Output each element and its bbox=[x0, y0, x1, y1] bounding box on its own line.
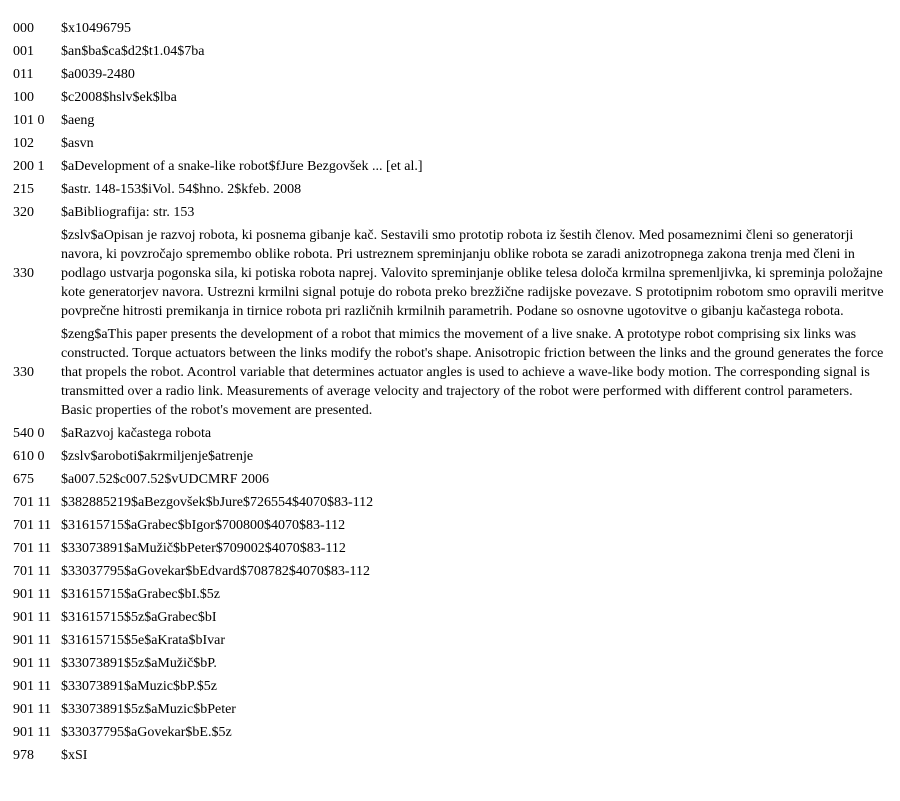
field-tag: 978 bbox=[13, 748, 34, 763]
field-tag: 901 11 bbox=[13, 610, 51, 625]
field-value: $astr. 148-153$iVol. 54$hno. 2$kfeb. 2008 bbox=[61, 182, 302, 197]
field-value: $31615715$5z$aGrabec$bI bbox=[61, 610, 217, 625]
field-value: $aeng bbox=[61, 113, 95, 128]
marc-field-row bbox=[12, 423, 888, 444]
field-value: $33073891$5z$aMužič$bP. bbox=[61, 656, 217, 671]
marc-record bbox=[10, 16, 890, 768]
marc-field-row bbox=[12, 630, 888, 651]
field-value: $a007.52$c007.52$vUDCMRF 2006 bbox=[61, 472, 270, 487]
field-tag: 701 11 bbox=[13, 518, 51, 533]
field-value: $33073891$aMužič$bPeter$709002$4070$83-112 bbox=[61, 541, 346, 556]
marc-field-row bbox=[12, 515, 888, 536]
marc-field-row bbox=[12, 110, 888, 131]
field-tag: 901 11 bbox=[13, 702, 51, 717]
marc-field-row bbox=[12, 202, 888, 223]
field-tag: 320 bbox=[13, 205, 34, 220]
field-tag: 200 1 bbox=[13, 159, 45, 174]
field-tag: 901 11 bbox=[13, 679, 51, 694]
marc-field-row bbox=[12, 745, 888, 766]
field-value: $zeng$aThis paper presents the development of a robot that mimics the movement of a live snake. A prototype robot comprising six links was constructed. Torque actuators between the links modify the robot's shape. Anisotropic friction between the links and the ground generates the force that propels the robot. Acontrol variable that determines actuator angles is used to achieve a wave-like body motion. The corresponding signal is transmitted over a radio link. Measurements of average velocity and trajectory of the robot were performed with different control parameters. Basic properties of the robot's movement are presented. bbox=[61, 327, 884, 418]
marc-field-row bbox=[12, 653, 888, 674]
field-value: $asvn bbox=[61, 136, 94, 151]
marc-field-row bbox=[12, 41, 888, 62]
marc-field-row bbox=[12, 607, 888, 628]
field-value: $382885219$aBezgovšek$bJure$726554$4070$83-112 bbox=[61, 495, 374, 510]
marc-field-row bbox=[12, 699, 888, 720]
marc-field-row bbox=[12, 538, 888, 559]
field-value: $31615715$5e$aKrata$bIvar bbox=[61, 633, 226, 648]
marc-field-row bbox=[12, 225, 888, 322]
field-tag: 102 bbox=[13, 136, 34, 151]
field-value: $33037795$aGovekar$bE.$5z bbox=[61, 725, 232, 740]
marc-field-list bbox=[12, 18, 888, 766]
field-tag: 001 bbox=[13, 44, 34, 59]
field-tag: 540 0 bbox=[13, 426, 45, 441]
field-tag: 901 11 bbox=[13, 633, 51, 648]
field-value: $33037795$aGovekar$bEdvard$708782$4070$83-112 bbox=[61, 564, 370, 579]
marc-field-row bbox=[12, 87, 888, 108]
field-tag: 100 bbox=[13, 90, 34, 105]
field-tag: 000 bbox=[13, 21, 34, 36]
marc-field-row bbox=[12, 722, 888, 743]
marc-field-row bbox=[12, 584, 888, 605]
marc-field-row bbox=[12, 179, 888, 200]
marc-field-table bbox=[10, 16, 890, 768]
marc-field-row bbox=[12, 156, 888, 177]
field-value: $31615715$aGrabec$bI.$5z bbox=[61, 587, 221, 602]
field-value: $aRazvoj kačastega robota bbox=[61, 426, 212, 441]
field-tag: 901 11 bbox=[13, 656, 51, 671]
field-tag: 610 0 bbox=[13, 449, 45, 464]
field-tag: 330 bbox=[13, 365, 34, 380]
field-value: $c2008$hslv$ek$lba bbox=[61, 90, 177, 105]
field-tag: 215 bbox=[13, 182, 34, 197]
marc-field-row bbox=[12, 561, 888, 582]
field-value: $aDevelopment of a snake-like robot$fJure Bezgovšek ... [et al.] bbox=[61, 159, 423, 174]
field-value: $a0039-2480 bbox=[61, 67, 135, 82]
field-tag: 330 bbox=[13, 266, 34, 281]
field-value: $33073891$aMuzic$bP.$5z bbox=[61, 679, 217, 694]
field-value: $aBibliografija: str. 153 bbox=[61, 205, 195, 220]
field-tag: 701 11 bbox=[13, 495, 51, 510]
marc-field-row bbox=[12, 18, 888, 39]
marc-field-row bbox=[12, 64, 888, 85]
field-value: $xSI bbox=[61, 748, 88, 763]
field-value: $x10496795 bbox=[61, 21, 131, 36]
marc-field-row bbox=[12, 133, 888, 154]
field-value: $zslv$aroboti$akrmiljenje$atrenje bbox=[61, 449, 254, 464]
marc-field-row bbox=[12, 492, 888, 513]
field-value: $31615715$aGrabec$bIgor$700800$4070$83-112 bbox=[61, 518, 346, 533]
field-value: $zslv$aOpisan je razvoj robota, ki posnema gibanje kač. Sestavili smo prototip robota iz šestih členov. Med posameznimi členi so generatorji navora, ki povzročajo spremembo oblike robota. Pri ustreznem spreminjanju oblike robota se zaradi anizotropnega zakona trenja med členi in podlago ustvarja pogonska sila, ki potiska robota naprej. Valovito spreminjanje oblike telesa določa krmilna spremenljivka, ki spreminja položajne kote generatorjev navora. Ustrezni krmilni signal potuje do robota preko brezžične radijske povezave. S prototipnim robotom smo opravili meritve povprečne hitrosti premikanja in tirnice robota pri različnih krmilnih parametrih. Podane so osnovne ugotovitve o gibanju kačastega robota. bbox=[61, 228, 884, 319]
field-value: $33073891$5z$aMuzic$bPeter bbox=[61, 702, 236, 717]
marc-field-row bbox=[12, 324, 888, 421]
field-tag: 011 bbox=[13, 67, 34, 82]
marc-field-row bbox=[12, 676, 888, 697]
field-tag: 101 0 bbox=[13, 113, 45, 128]
field-tag: 701 11 bbox=[13, 541, 51, 556]
field-value: $an$ba$ca$d2$t1.04$7ba bbox=[61, 44, 205, 59]
field-tag: 901 11 bbox=[13, 587, 51, 602]
field-tag: 701 11 bbox=[13, 564, 51, 579]
field-tag: 675 bbox=[13, 472, 34, 487]
marc-field-row bbox=[12, 469, 888, 490]
marc-field-row bbox=[12, 446, 888, 467]
field-tag: 901 11 bbox=[13, 725, 51, 740]
